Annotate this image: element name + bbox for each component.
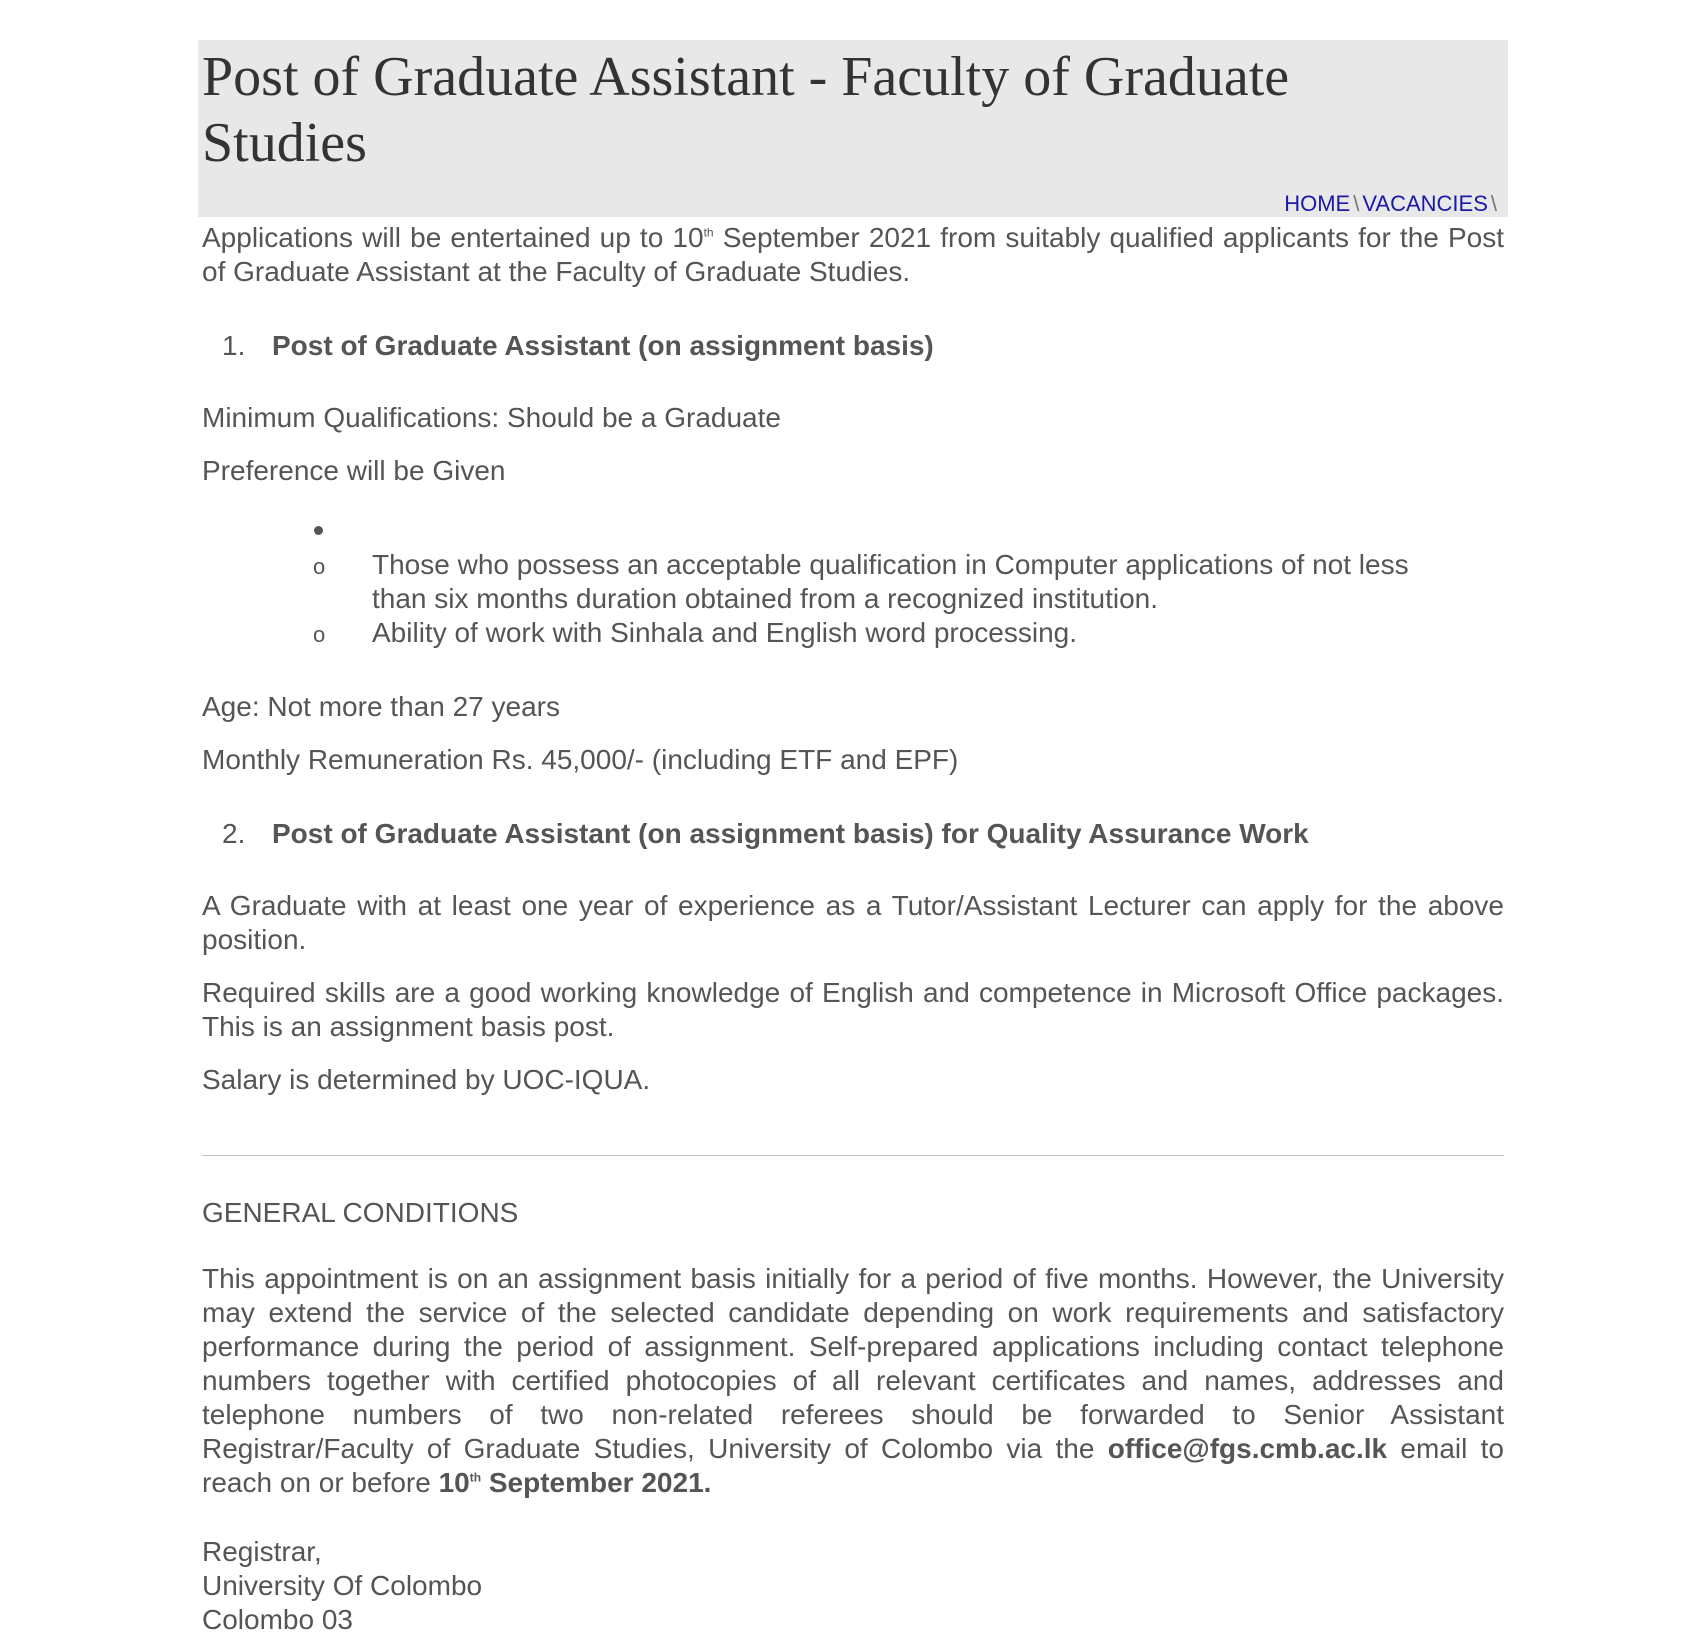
list-item (313, 548, 1504, 616)
general-conditions-body: This appointment is on an assignment basis initially for a period of five months. However, the University may extend the service of the selected candidate depending on work requirements and satisfactory performance during the period of assignment. Self-prepared applications including contact telephone numbers together with certified photocopies of all relevant certificates and names, addresses and telephone numbers of two non-related referees should be forwarded to Senior Assistant Registrar/Faculty of Graduate Studies, University of Colombo via the (202, 1263, 1504, 1464)
intro-text-before: Applications will be entertained up to 10 (202, 222, 704, 253)
preference-bullet (313, 514, 1504, 652)
post1-age: Age: Not more than 27 years (202, 691, 560, 722)
deadline-rest: September 2021. (481, 1467, 712, 1498)
intro-superscript: th (703, 225, 714, 240)
post1-number: 1. (222, 330, 246, 361)
deadline (439, 1467, 712, 1498)
preference-list (313, 514, 1504, 652)
post2-heading: Post of Graduate Assistant (on assignment basis) for Quality Assurance Work (272, 818, 1309, 849)
vacancy-page (198, 40, 1508, 1637)
breadcrumb-separator: \ (1353, 191, 1360, 216)
preference-sub-list (313, 548, 1504, 652)
breadcrumb (1284, 191, 1500, 217)
intro-text-after: September 2021 from suitably qualified applicants for the Post of Graduate Assistant at the Faculty of Graduate Studies. (202, 222, 1505, 287)
contact-email: office@fgs.cmb.ac.lk (1107, 1433, 1388, 1464)
general-conditions-section (198, 1196, 1508, 1637)
vacancy-content (198, 221, 1508, 1097)
list-item (313, 616, 1504, 652)
deadline-superscript: th (469, 1470, 482, 1485)
page-header (198, 40, 1508, 217)
intro-paragraph (202, 221, 1504, 289)
signature-line: Registrar, (202, 1536, 322, 1567)
deadline-day: 10 (438, 1467, 470, 1498)
section-divider (202, 1155, 1504, 1156)
post2-paragraph-skills: Required skills are a good working knowledge of English and competence in Microsoft Office packages. This is an assignment basis post. (202, 977, 1504, 1042)
post2-paragraph-salary: Salary is determined by UOC-IQUA. (202, 1064, 651, 1095)
circle-bullet-icon: o (313, 622, 326, 647)
circle-bullet-icon: o (313, 554, 326, 579)
breadcrumb-home-link[interactable]: HOME (1284, 191, 1351, 216)
post2-heading-row (222, 817, 1504, 851)
preference-item-text: Ability of work with Sinhala and English word processing. (372, 617, 1078, 648)
post1-heading-row (222, 329, 1504, 363)
breadcrumb-separator: \ (1490, 191, 1497, 216)
post2-paragraph-experience: A Graduate with at least one year of experience as a Tutor/Assistant Lecturer can apply for the above position. (202, 890, 1504, 955)
post1-heading: Post of Graduate Assistant (on assignment basis) (272, 330, 934, 361)
general-conditions-text (202, 1262, 1504, 1500)
bullet-dot-icon (314, 526, 323, 535)
general-conditions-mid: email to reach on or before (202, 1433, 1504, 1498)
general-conditions-heading: GENERAL CONDITIONS (202, 1197, 519, 1228)
preference-item-text: Those who possess an acceptable qualification in Computer applications of not less than six months duration obtained from a recognized institution. (372, 549, 1409, 614)
post1-min-qualifications: Minimum Qualifications: Should be a Graduate (202, 402, 781, 433)
signature-line: Colombo 03 (202, 1604, 353, 1635)
page-title: Post of Graduate Assistant - Faculty of Graduate Studies (202, 46, 1290, 174)
breadcrumb-vacancies-link[interactable]: VACANCIES (1362, 191, 1488, 216)
signature-line: University Of Colombo (202, 1570, 483, 1601)
signature-block (202, 1535, 1504, 1637)
post1-remuneration: Monthly Remuneration Rs. 45,000/- (including ETF and EPF) (202, 744, 959, 775)
post2-number: 2. (222, 818, 246, 849)
post1-preference: Preference will be Given (202, 455, 506, 486)
